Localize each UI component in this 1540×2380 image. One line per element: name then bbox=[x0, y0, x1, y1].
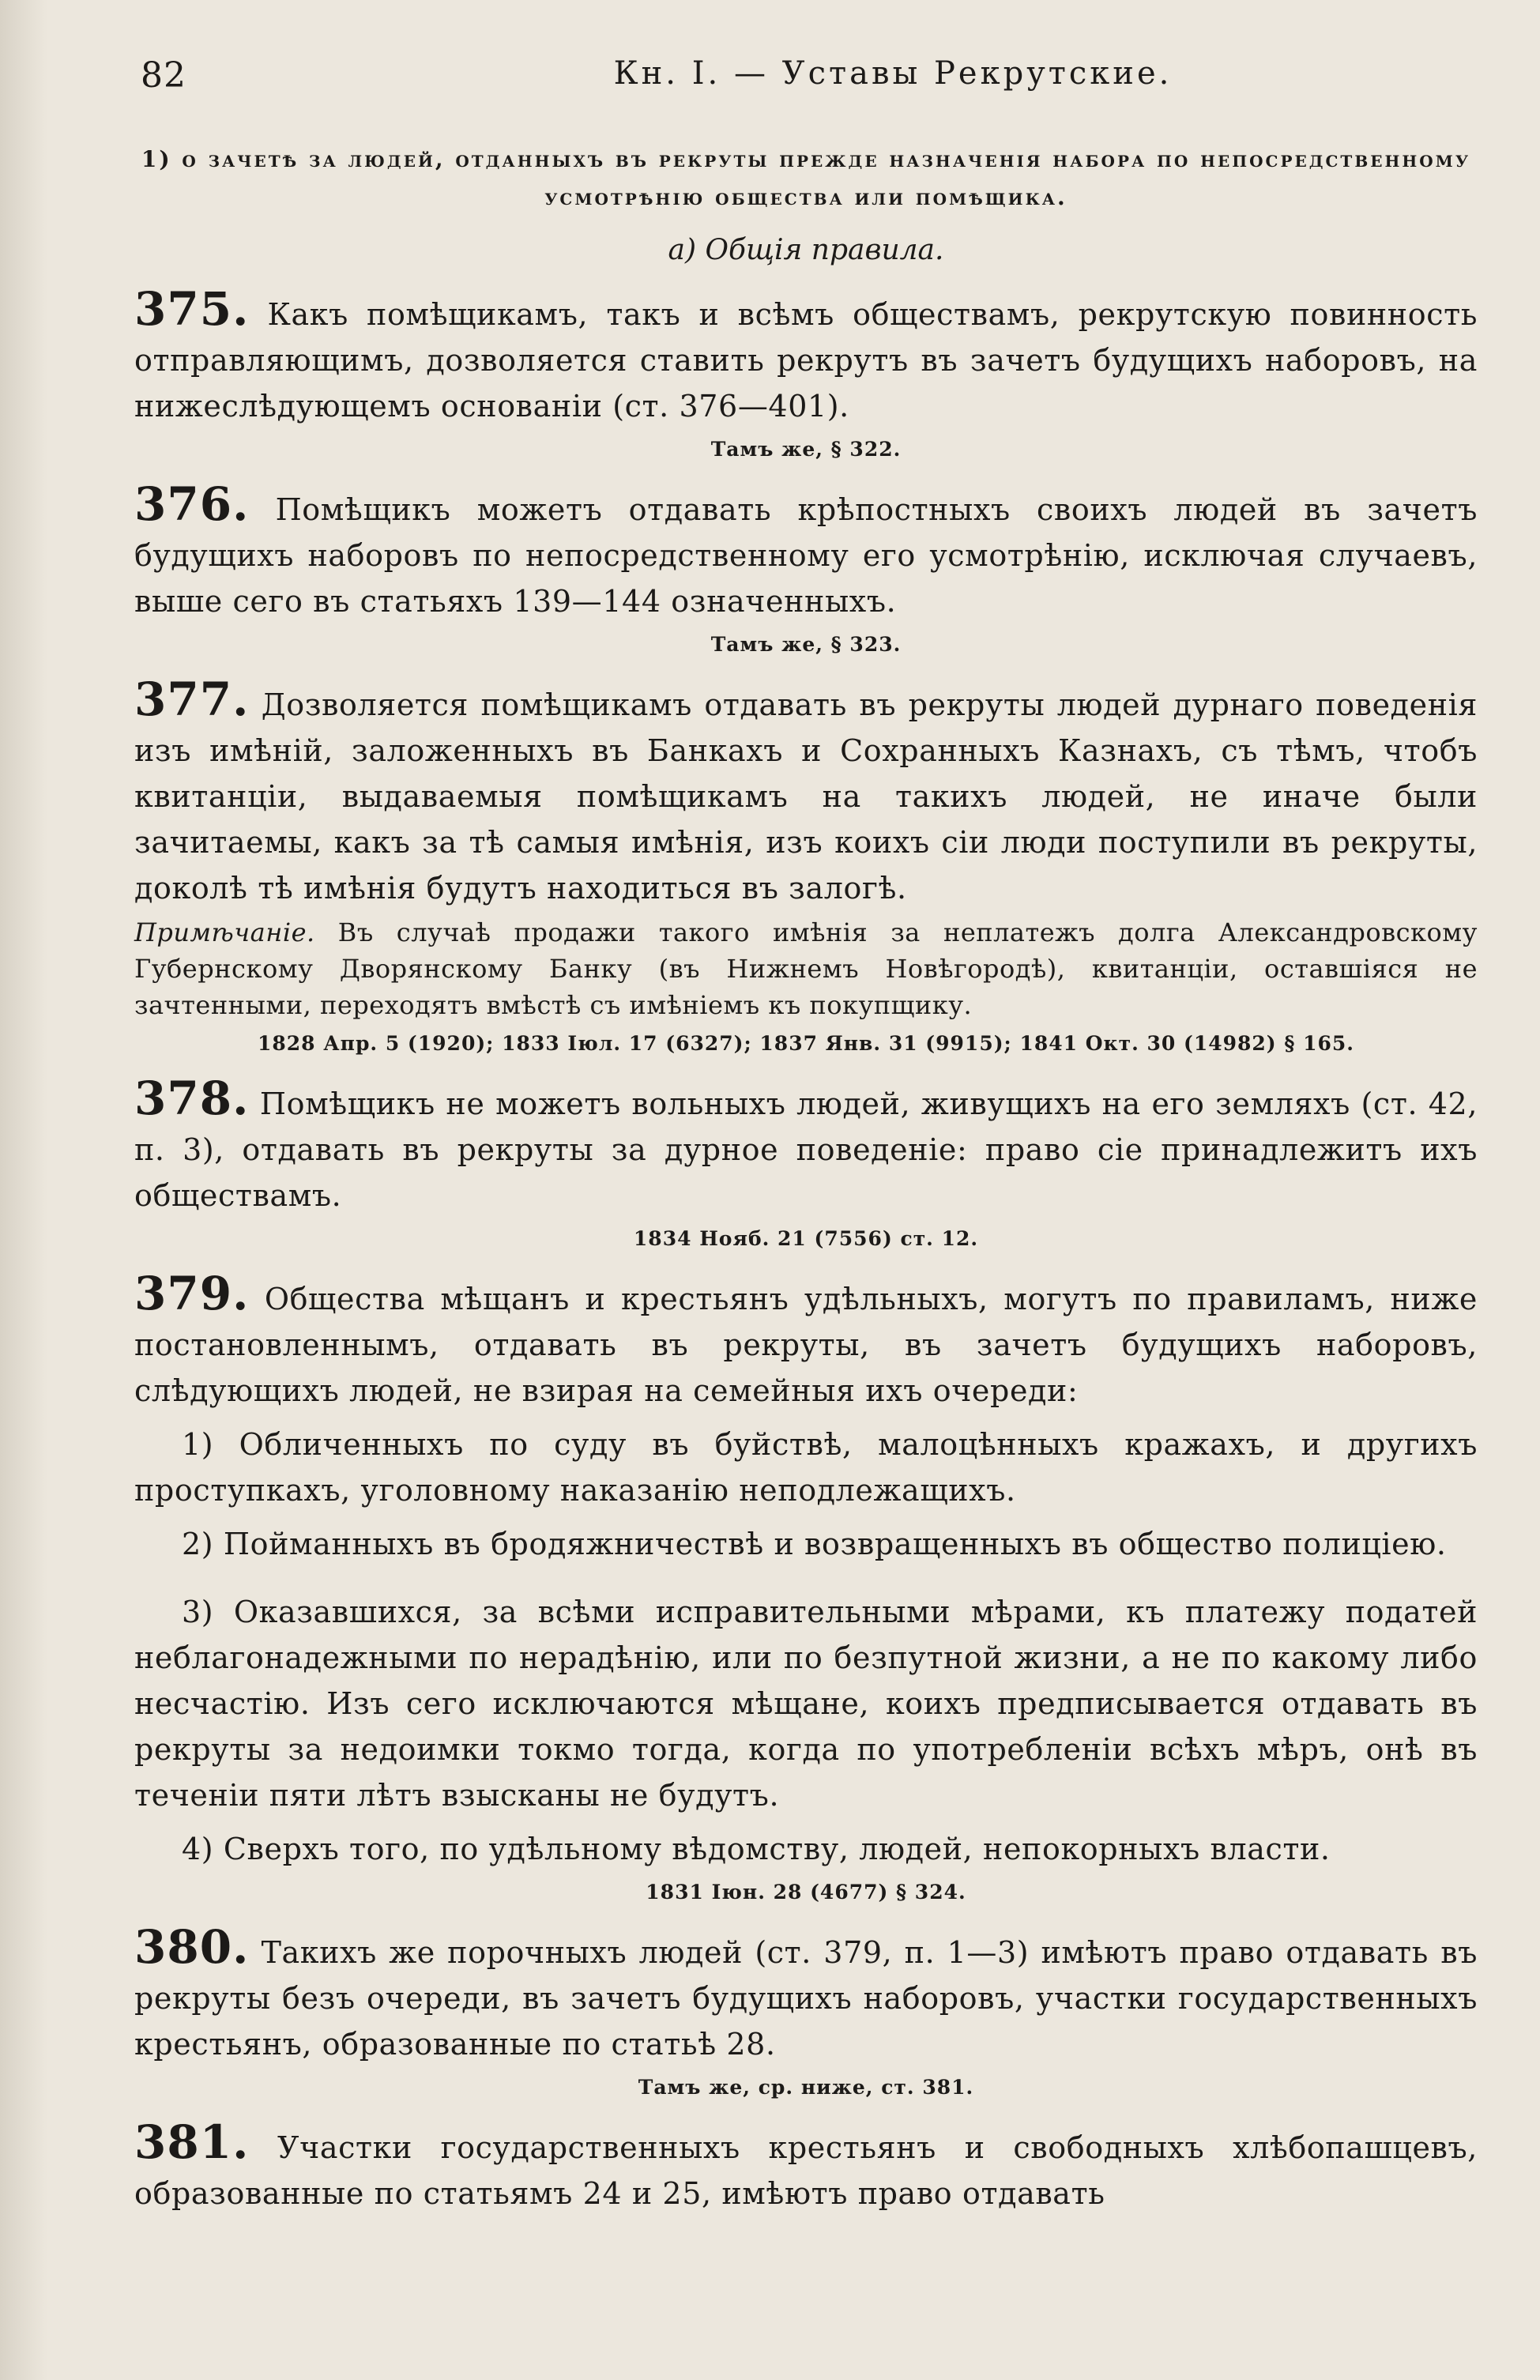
article-text: Какъ помѣщикамъ, такъ и всѣмъ обществамъ, рекрутскую повинность отправляющимъ, дозволяется ставить рекрутъ въ зачетъ будущихъ наборовъ, на нижеслѣдующемъ основаніи (ст. 376—401). bbox=[134, 297, 1478, 424]
article-body bbox=[134, 672, 1478, 911]
article-text: Участки государственныхъ крестьянъ и свободныхъ хлѣбопашцевъ, образованные по статьямъ 24 и 25, имѣютъ право отдавать bbox=[134, 2130, 1478, 2211]
article-source: Тамъ же, ср. ниже, ст. 381. bbox=[638, 2076, 974, 2099]
article-source: 1828 Апр. 5 (1920); 1833 Іюл. 17 (6327); 1837 Янв. 31 (9915); 1841 Окт. 30 (14982) § 165. bbox=[258, 1032, 1354, 1055]
article-body bbox=[134, 477, 1478, 624]
article-375 bbox=[134, 282, 1478, 465]
article-note bbox=[134, 914, 1478, 1023]
article-378 bbox=[134, 1071, 1478, 1255]
page-content bbox=[134, 141, 1478, 2216]
article-body bbox=[134, 2115, 1478, 2216]
article-source: Тамъ же, § 322. bbox=[710, 438, 902, 461]
article-source: Тамъ же, § 323. bbox=[710, 633, 902, 656]
article-376 bbox=[134, 477, 1478, 661]
article-381 bbox=[134, 2115, 1478, 2216]
article-number: 380. bbox=[134, 1920, 250, 1974]
article-380 bbox=[134, 1920, 1478, 2103]
article-379 bbox=[134, 1267, 1478, 1908]
article-number: 379. bbox=[134, 1267, 250, 1320]
article-number: 378. bbox=[134, 1071, 250, 1125]
article-text: Помѣщикъ не можетъ вольныхъ людей, живущихъ на его земляхъ (ст. 42, п. 3), отдавать въ рекруты за дурное поведеніе: право сіе принадлежитъ ихъ обществамъ. bbox=[134, 1086, 1478, 1213]
note-text: Въ случаѣ продажи такого имѣнія за неплатежъ долга Александровскому Губернскому Дворянскому Банку (въ Нижнемъ Новѣгородѣ), квитанціи, оставшіяся не зачтенными, переходятъ вмѣстѣ съ имѣніемъ къ покупщику. bbox=[134, 917, 1478, 1020]
page-edge-shadow bbox=[0, 0, 47, 2380]
page-header bbox=[134, 55, 1478, 111]
article-item: 2) Пойманныхъ въ бродяжничествѣ и возвращенныхъ въ общество полиціею. bbox=[182, 1527, 1447, 1561]
article-number: 377. bbox=[134, 672, 250, 726]
section-title: 1) о зачетѣ за людей, отданныхъ въ рекруты прежде назначенія набора по непосредственному усмотрѣнію общества или помѣщика. bbox=[141, 146, 1471, 210]
subsection-title: а) Общія правила. bbox=[668, 234, 944, 266]
running-head: Кн. I. — Уставы Рекрутские. bbox=[613, 55, 1173, 92]
article-number: 375. bbox=[134, 282, 250, 336]
page-number: 82 bbox=[141, 55, 186, 96]
article-item: 4) Сверхъ того, по удѣльному вѣдомству, людей, непокорныхъ власти. bbox=[182, 1832, 1331, 1866]
article-source: 1834 Нояб. 21 (7556) ст. 12. bbox=[633, 1227, 979, 1250]
article-text: Такихъ же порочныхъ людей (ст. 379, п. 1—3) имѣютъ право отдавать въ рекруты безъ очереди, въ зачетъ будущихъ наборовъ, участки государственныхъ крестьянъ, образованные по статьѣ 28. bbox=[134, 1935, 1478, 2062]
article-number: 381. bbox=[134, 2115, 250, 2169]
note-label: Примѣчаніе. bbox=[134, 917, 315, 947]
article-body bbox=[134, 1920, 1478, 2067]
article-number: 376. bbox=[134, 477, 250, 531]
article-body bbox=[134, 282, 1478, 429]
article-body bbox=[134, 1071, 1478, 1218]
article-text: Помѣщикъ можетъ отдавать крѣпостныхъ своихъ людей въ зачетъ будущихъ наборовъ по непосредственному его усмотрѣнію, исключая случаевъ, выше сего въ статьяхъ 139—144 означенныхъ. bbox=[134, 492, 1478, 619]
article-377 bbox=[134, 672, 1478, 1060]
article-body bbox=[134, 1267, 1478, 1414]
article-item: 1) Обличенныхъ по суду въ буйствѣ, малоцѣнныхъ кражахъ, и другихъ проступкахъ, уголовному наказанію неподлежащихъ. bbox=[134, 1427, 1478, 1508]
article-text: Общества мѣщанъ и крестьянъ удѣльныхъ, могутъ по правиламъ, ниже постановленнымъ, отдавать въ рекруты, въ зачетъ будущихъ наборовъ, слѣдующихъ людей, не взирая на семейныя ихъ очереди: bbox=[134, 1282, 1478, 1408]
article-source: 1831 Іюн. 28 (4677) § 324. bbox=[646, 1881, 966, 1904]
article-text: Дозволяется помѣщикамъ отдавать въ рекруты людей дурнаго поведенія изъ имѣній, заложенныхъ въ Банкахъ и Сохранныхъ Казнахъ, съ тѣмъ, чтобъ квитанціи, выдаваемыя помѣщикамъ на такихъ людей, не иначе были зачитаемы, какъ за тѣ самыя имѣнія, изъ коихъ сіи люди поступили въ рекруты, доколѣ тѣ имѣнія будутъ находиться въ залогѣ. bbox=[134, 687, 1478, 906]
article-item: 3) Оказавшихся, за всѣми исправительными мѣрами, къ платежу податей неблагонадежными по нерадѣнію, или по безпутной жизни, а не по какому либо несчастію. Изъ сего исключаются мѣщане, коихъ предписывается отдавать въ рекруты за недоимки токмо тогда, когда по употребленіи всѣхъ мѣръ, онѣ въ теченіи пяти лѣтъ взысканы не будутъ. bbox=[134, 1595, 1478, 1813]
